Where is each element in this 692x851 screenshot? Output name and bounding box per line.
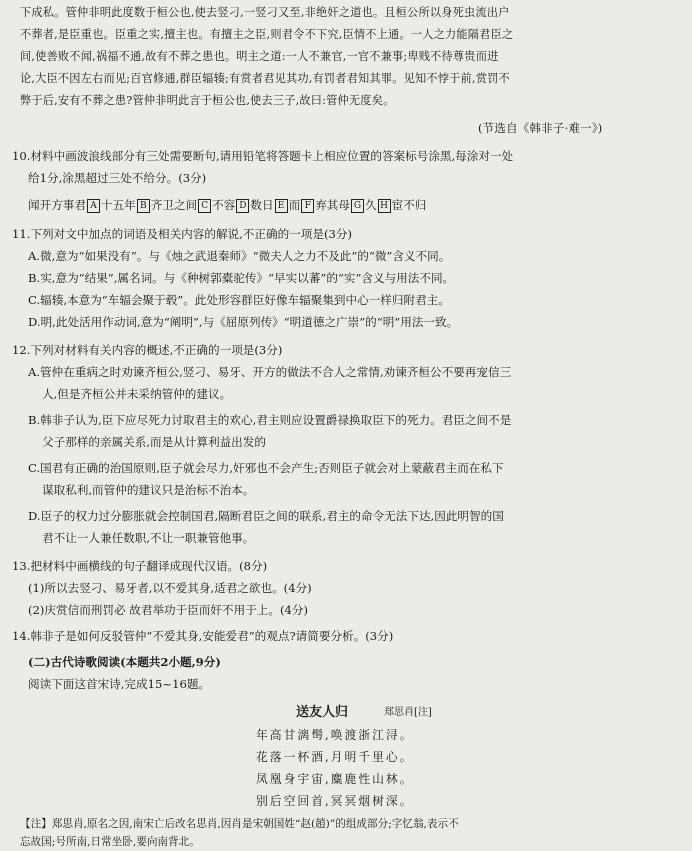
answer-box-h[interactable]: H — [378, 199, 391, 213]
sentence-segment: 十五年 — [100, 198, 136, 212]
question-13-sentence-1: (1)所以去竖刁、易牙者,以不爱其身,适君之欲也。(4分) — [28, 581, 312, 595]
question-11-option-d[interactable]: D.明,此处活用作动词,意为“阐明”,与《屈原列传》“明道德之广崇”的“明”用法一致。 — [28, 315, 459, 329]
question-12-option-a[interactable]: A.管仲在重病之时劝谏齐桓公,竖刁、易牙、开方的做法不合人之常情,劝谏齐桓公不要再宠信三 — [28, 365, 512, 379]
question-10-sentence — [28, 199, 426, 213]
sentence-segment: 齐卫之间 — [150, 198, 198, 212]
passage-line: 论,大臣不因左右而见;百官修通,群臣辐辏;有赏者君见其功,有罚者君知其罪。见知不悖于前,赏罚不 — [20, 72, 510, 85]
question-10-stem: 10.材料中画波浪线部分有三处需要断句,请用铅笔将答题卡上相应位置的答案标号涂黑,每涂对一处 — [12, 149, 514, 163]
question-12-option-b[interactable]: B.韩非子认为,臣下应尽死力讨取君主的欢心,君主则应设置爵禄换取臣下的死力。君臣之间不是 — [28, 413, 512, 427]
question-11-option-c[interactable]: C.辐辏,本意为“车辐会聚于毂”。此处形容群臣好像车辐聚集到中心一样归附君主。 — [28, 293, 450, 307]
poem-line: 别后空回首,冥冥烟树深。 — [256, 794, 414, 808]
answer-box-e[interactable]: E — [275, 199, 288, 213]
poem-line: 凤凰身宇宙,麋鹿性山林。 — [256, 772, 414, 786]
sentence-segment: 数日 — [250, 198, 274, 212]
question-13-sentence-2: (2)庆赏信而刑罚必 故君举功于臣而奸不用于上。(4分) — [28, 603, 309, 617]
question-12-option-d-cont: 君不让一人兼任数职,不让一职兼管他事。 — [42, 531, 255, 545]
question-13-stem: 13.把材料中画横线的句子翻译成现代汉语。(8分) — [12, 559, 268, 573]
sentence-segment: 弃其母 — [315, 198, 350, 212]
question-10-stem-cont: 给1分,涂黑超过三处不给分。(3分) — [28, 171, 207, 185]
question-12-option-c[interactable]: C.国君有正确的治国原则,臣子就会尽力,奸邪也不会产生;否则臣子就会对上蒙蔽君主而在私下 — [28, 461, 504, 475]
question-12-option-d[interactable]: D.臣子的权力过分膨胀就会控制国君,隔断君臣之间的联系,君主的命令无法下达,因此明智的国 — [28, 509, 504, 523]
answer-box-g[interactable]: G — [351, 199, 364, 213]
section-heading: (二)古代诗歌阅读(本题共2小题,9分) — [28, 655, 221, 669]
sentence-segment: 闻开方事君 — [28, 198, 86, 212]
poem-author: 郑思肖[注] — [384, 707, 432, 718]
poem-footnote-cont: 忘故国;号所南,日常坐卧,要向南背北。 — [20, 836, 200, 848]
poem-footnote: 【注】郑思肖,原名之因,南宋亡后改名思肖,因肖是宋朝国姓“赵(趙)”的组成部分;字忆翁,表示不 — [20, 818, 459, 830]
answer-box-f[interactable]: F — [301, 199, 314, 213]
answer-box-b[interactable]: B — [137, 199, 150, 213]
sentence-segment: 而 — [288, 198, 301, 212]
question-12-option-c-cont: 谋取私利,而管仲的建议只是治标不治本。 — [42, 483, 255, 497]
poem-title: 送友人归 — [296, 705, 349, 720]
question-12-option-b-cont: 父子那样的亲属关系,而是从计算利益出发的 — [42, 435, 266, 449]
answer-box-a[interactable]: A — [87, 199, 100, 213]
sentence-segment: 久 — [364, 198, 377, 212]
question-11-option-b[interactable]: B.实,意为“结果”,属名词。与《种树郭橐驼传》“早实以蕃”的“实”含义与用法不同。 — [28, 271, 455, 285]
answer-box-d[interactable]: D — [236, 199, 249, 213]
passage-source: (节选自《韩非子·难一》) — [478, 121, 603, 135]
question-12-stem: 12.下列对材料有关内容的概述,不正确的一项是(3分) — [12, 343, 283, 357]
passage-line: 间,使善败不闻,祸福不通,故有不葬之患也。明主之道:一人不兼官,一官不兼事;卑贱不待尊贵而进 — [20, 50, 499, 63]
passage-line: 弊于后,安有不葬之患?管仲非明此言于桓公也,使去三子,故曰:管仲无度矣。 — [20, 94, 395, 107]
question-11-stem: 11.下列对文中加点的词语及相关内容的解说,不正确的一项是(3分) — [12, 227, 352, 241]
question-12-option-a-cont: 人,但是齐桓公并未采纳管仲的建议。 — [42, 387, 232, 401]
section-instruction: 阅读下面这首宋诗,完成15~16题。 — [28, 677, 211, 691]
question-11-option-a[interactable]: A.微,意为“如果没有”。与《烛之武退秦师》“微夫人之力不及此”的“微”含义不同。 — [28, 249, 451, 263]
question-14-stem: 14.韩非子是如何反驳管仲“不爱其身,安能爱君”的观点?请简要分析。(3分) — [12, 629, 394, 643]
passage-line: 下成私。管仲非明此度数于桓公也,使去竖刁,一竖刁又至,非绝奸之道也。且桓公所以身死虫流出户 — [20, 6, 510, 19]
passage-line: 不葬者,是臣重也。臣重之实,擅主也。有擅主之臣,则君令不下究,臣情不上通。一人之力能隔君臣之 — [20, 28, 514, 41]
sentence-segment: 不容 — [212, 198, 236, 212]
answer-box-c[interactable]: C — [198, 199, 211, 213]
poem-line: 年高甘漓髩,唤渡浙江浔。 — [256, 728, 414, 742]
sentence-segment: 宦不归 — [391, 198, 427, 212]
poem-line: 花落一杯酒,月明千里心。 — [256, 750, 414, 764]
